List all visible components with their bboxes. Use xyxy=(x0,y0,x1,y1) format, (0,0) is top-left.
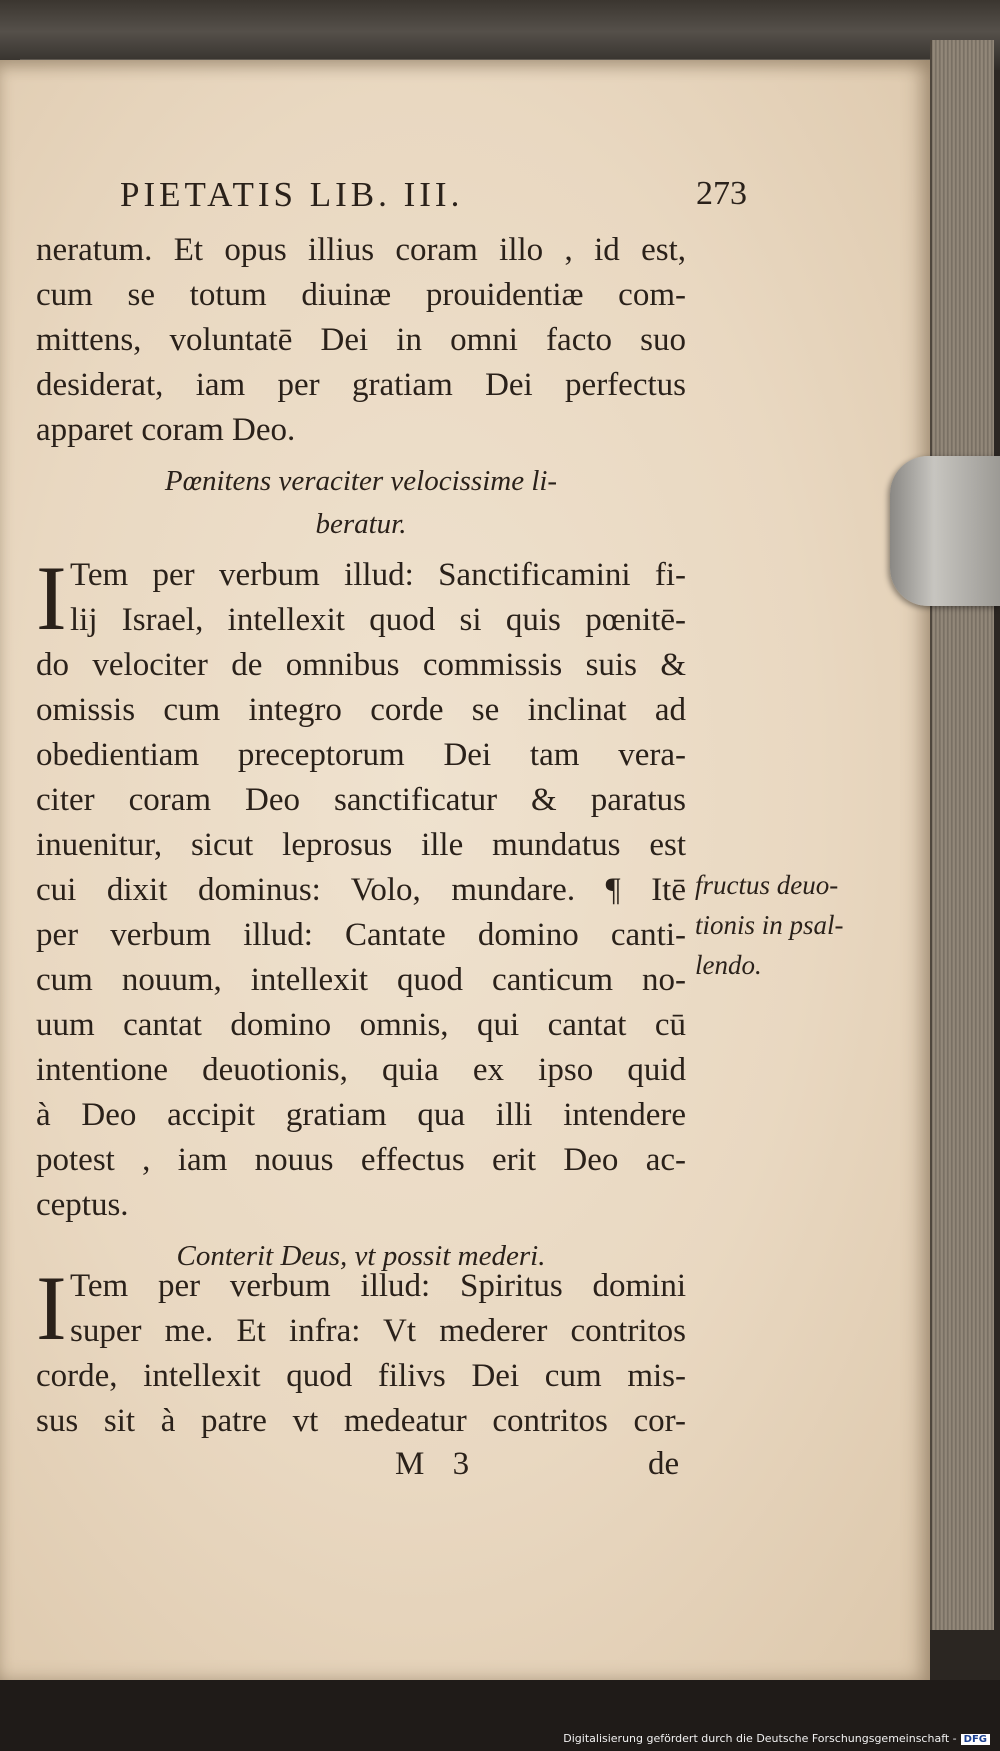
marginal-note: lendo. xyxy=(695,950,762,980)
text-line: desiderat, iam per gratiam Dei perfectus xyxy=(36,367,686,403)
dfg-logo: DFG xyxy=(961,1734,990,1745)
text-line: ceptus. xyxy=(36,1187,129,1223)
signature-mark: M 3 xyxy=(395,1446,480,1482)
text-line: uum cantat domino omnis, qui cantat cū xyxy=(36,1007,686,1043)
text-line: potest , iam nouus effectus erit Deo ac- xyxy=(36,1142,686,1178)
text-line: super me. Et infra: Vt mederer contritos xyxy=(70,1313,686,1349)
credit-text: Digitalisierung gefördert durch die Deutsche Forschungsgemeinschaft - xyxy=(563,1732,957,1745)
text-line: cui dixit dominus: Volo, mundare. ¶ Itē xyxy=(36,872,686,908)
section-heading: Conterit Deus, vt possit mederi. xyxy=(176,1240,546,1272)
text-line: do velociter de omnibus commissis suis & xyxy=(36,647,686,683)
text-line: intentione deuotionis, quia ex ipso quid xyxy=(36,1052,686,1088)
text-line: neratum. Et opus illius coram illo , id est, xyxy=(36,232,686,268)
book-clip xyxy=(890,456,1000,606)
running-head: PIETATIS LIB. III. xyxy=(120,175,464,214)
text-line: omissis cum integro corde se inclinat ad xyxy=(36,692,686,728)
section-heading: beratur. xyxy=(315,508,407,540)
text-line: sus sit à patre vt medeatur contritos cor- xyxy=(36,1403,686,1439)
text-line: mittens, voluntatē Dei in omni facto suo xyxy=(36,322,686,358)
digitization-credit xyxy=(563,1732,990,1745)
text-line: citer coram Deo sanctificatur & paratus xyxy=(36,782,686,818)
text-line: à Deo accipit gratiam qua illi intendere xyxy=(36,1097,686,1133)
text-line: lij Israel, intellexit quod si quis pœnitē- xyxy=(70,602,686,638)
catchword: de xyxy=(648,1446,680,1482)
marginal-note: fructus deuo- xyxy=(695,870,839,900)
section-heading: Pœnitens veraciter velocissime li- xyxy=(164,465,558,497)
text-line: obedientiam preceptorum Dei tam vera- xyxy=(36,737,686,773)
drop-cap: I xyxy=(36,1257,67,1359)
text-line: cum nouum, intellexit quod canticum no- xyxy=(36,962,686,998)
text-line: corde, intellexit quod filivs Dei cum mis- xyxy=(36,1358,686,1394)
text-line: inuenitur, sicut leprosus ille mundatus est xyxy=(36,827,686,863)
text-line: cum se totum diuinæ prouidentiæ com- xyxy=(36,277,686,313)
text-line: per verbum illud: Cantate domino canti- xyxy=(36,917,686,953)
marginal-note: tionis in psal- xyxy=(695,910,844,940)
drop-cap: I xyxy=(36,547,67,649)
page-number: 273 xyxy=(696,175,747,212)
page-edges xyxy=(930,40,994,1630)
text-line: apparet coram Deo. xyxy=(36,412,296,448)
text-line: Tem per verbum illud: Spiritus domini xyxy=(70,1268,686,1304)
text-line: Tem per verbum illud: Sanctificamini fi- xyxy=(70,557,686,593)
